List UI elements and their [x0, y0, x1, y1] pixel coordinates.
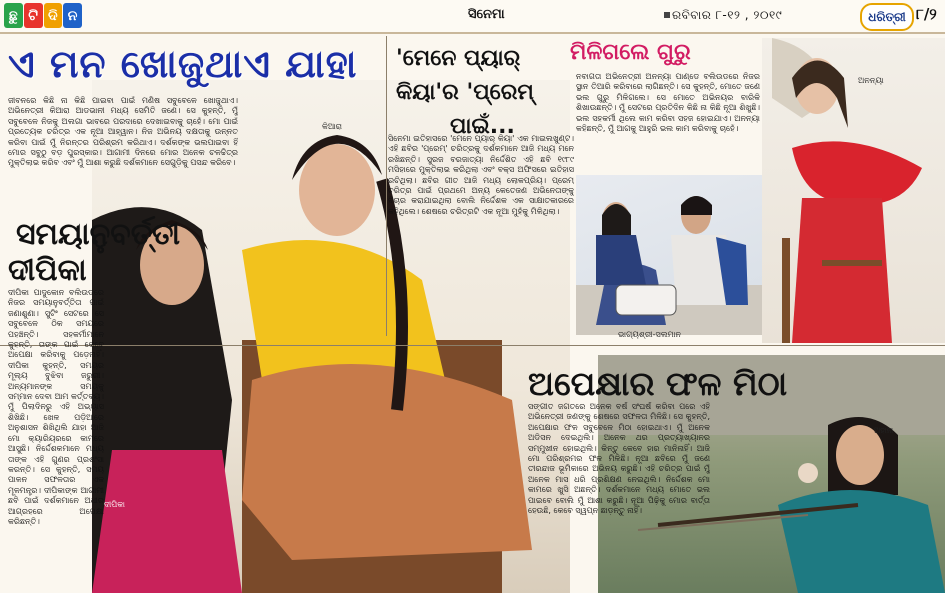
masthead-letter: ଟି: [24, 3, 43, 28]
article-mpk-body: ସିନେମା ଇତିହାସରେ 'ମେନେ ପ୍ୟାର୍ କିୟା' ଏକ ମାଇଲଖୁଣ୍ଟ। ଏହି ଛବିର 'ପ୍ରେମ୍' ଚରିତ୍ରକୁ ଦର୍ଶକମାନେ ଆଜି ମଧ୍ୟ ମନେ ରଖିଛନ୍ତି। ସୁରଜ ବରଜାତ୍ୟା ନିର୍ଦ୍ଦେଶିତ ଏହି ଛବି ୧୯୮୯ ମସିହାରେ ମୁକ୍ତିଲାଭ କରିଥିଲା ଏବଂ ବକ୍ସ ଅଫିସରେ ଇତିହାସ ରଚିଥିଲା। ଛବିର ଗୀତ ଆଜି ମଧ୍ୟ ଲୋକପ୍ରିୟ। ପ୍ରେମ୍ ଚରିତ୍ର ପାଇଁ ପ୍ରଥମେ ଅନ୍ୟ କେତେଜଣ ଅଭିନେତାଙ୍କୁ ବିଚାର କରାଯାଇଥିଲା ବୋଲି ନିର୍ଦ୍ଦେଶକ ଏକ ସାକ୍ଷାତକାରରେ କହିଥିଲେ। ଶେଷରେ ଚରିତ୍ରଟି ଏକ ନୂଆ ମୁହଁକୁ ମିଳିଥିଲା।: [388, 134, 574, 216]
article-deepika-body: ଦୀପିକା ପାଦୁକୋନ ବଲିଉଡରେ ନିଜର ସମୟାନୁବର୍ତ୍ତିତା ପାଇଁ ଜଣାଶୁଣା। ସୁଟିଂ ସେଟରେ ସେ ସବୁବେଳେ ଠିକ ସମୟରେ ପହଞ୍ଚନ୍ତି। ସହକର୍ମୀମାନେ କୁହନ୍ତି, ତାଙ୍କ ପାଇଁ କେବେ ଅପେକ୍ଷା କରିବାକୁ ପଡ଼େନାହିଁ। ଦୀପିକା କୁହନ୍ତି, ସମୟର ମୂଲ୍ୟ ବୁଝିବା ଜରୁରୀ। ଅନ୍ୟମାନଙ୍କ ସମୟକୁ ସମ୍ମାନ ଦେବା ଆମ କର୍ତ୍ତବ୍ୟ। ମୁଁ ପିଲାଦିନରୁ ଏହି ଅଭ୍ୟାସ ଶିଖିଛି। ଖେଳ ପଡ଼ିଆରେ ଅନୁଶାସନ ଶିଖିଥିଲି ଯାହା ଆଜି ମୋ କ୍ୟାରିୟରରେ କାମରେ ଆସୁଛି। ନିର୍ଦ୍ଦେଶକମାନେ ମଧ୍ୟ ତାଙ୍କ ଏହି ଗୁଣର ପ୍ରଶଂସା କରନ୍ତି। ସେ କୁହନ୍ତି, ସମୟ ପାଳନ ସଫଳତାର ଏକ ମୂଳମନ୍ତ୍ର। ଦୀପିକାଙ୍କ ଆଗାମୀ ଛବି ପାଇଁ ଦର୍ଶକମାନେ ଅଧୀର ଆଗ୍ରହରେ ଅପେକ୍ଷା କରିଛନ୍ତି।: [8, 288, 104, 526]
photo-caption-kiara: କିଆରା: [322, 122, 343, 131]
calendar-icon: [664, 12, 670, 18]
article-kiara-body: ଜୀବନରେ କିଛି ନା କିଛି ପାଇବା ପାଇଁ ମଣିଷ ସବୁବେଳେ ଖୋଜୁଥାଏ। ଅଭିନେତ୍ରୀ କିଆରା ଆଡଭାନୀ ମଧ୍ୟ ସେମିତି ଜଣେ। ସେ କୁହନ୍ତି, ମୁଁ ସବୁବେଳେ ନିଜକୁ ଅଲଗା ଭାବରେ ପରଦାରେ ଦେଖାଇବାକୁ ଚାହେଁ। ମୋ ପାଇଁ ପ୍ରତ୍ୟେକ ଚରିତ୍ର ଏକ ନୂଆ ଆହ୍ୱାନ। ନିଜ ଅଭିନୟ ଦକ୍ଷତାକୁ ଉନ୍ନତ କରିବା ପାଇଁ ମୁଁ ନିରନ୍ତର ପରିଶ୍ରମ କରିଥାଏ। ଦର୍ଶକଙ୍କ ଭଲପାଇବା ହିଁ ମୋର ସବୁଠୁ ବଡ଼ ପୁରସ୍କାର। ଆଗାମୀ ଦିନରେ ମୋର ଅନେକ ଚଳଚ୍ଚିତ୍ର ମୁକ୍ତିଲାଭ କରିବ ଏବଂ ମୁଁ ଆଶା କରୁଛି ଦର୍ଶକମାନେ ସେଗୁଡ଼ିକୁ ପସନ୍ଦ କରିବେ।: [8, 96, 238, 168]
headline-mpk-line2: କିୟା'ର 'ପ୍ରେମ୍: [396, 80, 534, 105]
movie-still-photo: [576, 175, 762, 335]
headline-mpk-line1: 'ମେନେ ପ୍ୟାର୍: [396, 46, 521, 71]
masthead-letter: ଛୁ: [4, 3, 23, 28]
photo-caption-ananya: ଅନନ୍ୟା: [858, 76, 884, 85]
article-guru-body: ନବାଗତା ଅଭିନେତ୍ରୀ ଅନନ୍ୟା ପାଣ୍ଡେ ବଲିଉଡରେ ନିଜର ସ୍ଥାନ ତିଆରି କରିବାରେ ଲାଗିଛନ୍ତି। ସେ କୁହନ୍ତି, ମୋତେ ଜଣେ ଭଲ ଗୁରୁ ମିଳିଗଲେ। ସେ ମୋତେ ଅଭିନୟର ବାରିକି ଶିଖାଉଛନ୍ତି। ମୁଁ ସେଟରେ ପ୍ରତିଦିନ କିଛି ନା କିଛି ନୂଆ ଶିଖୁଛି। ଭଲ ସହକର୍ମୀ ଥିଲେ କାମ କରିବା ସହଜ ହୋଇଯାଏ। ଅନନ୍ୟା କହିଛନ୍ତି, ମୁଁ ଆଗକୁ ଆହୁରି ଭଲ କାମ କରିବାକୁ ଚାହେଁ।: [576, 72, 760, 134]
headline-deepika-line1: ସମୟାନୁବର୍ତ୍ତୀ: [16, 217, 181, 252]
headline-wait: ଅପେକ୍ଷାର ଫଳ ମିଠା: [528, 364, 788, 403]
headline-deepika-line2: ଦୀପିକା: [8, 253, 87, 288]
issue-date: ରବିବାର ୮-୧୨ , ୨୦୧୯: [672, 8, 783, 22]
newspaper-logo: ଧରିତ୍ରୀ: [860, 3, 914, 31]
ananya-portrait: [762, 38, 945, 343]
masthead-letter: ଦି: [44, 3, 63, 28]
section-divider: [0, 345, 945, 346]
page-number: ୮/୨: [916, 5, 937, 23]
article-wait-body: ସଙ୍ଗୀତ ଜଗତରେ ଅନେକ ବର୍ଷ ସଂଘର୍ଷ କରିବା ପରେ ଏହି ଅଭିନେତ୍ରୀ ଜଣଙ୍କୁ ଶେଷରେ ସଫଳତା ମିଳିଛି। ସେ କୁହନ୍ତି, ଅପେକ୍ଷାର ଫଳ ସବୁବେଳେ ମିଠା ହୋଇଥାଏ। ମୁଁ ଅନେକ ଅଡିସନ ଦେଇଥିଲି। ଅନେକ ଥର ପ୍ରତ୍ୟାଖ୍ୟାନର ସମ୍ମୁଖୀନ ହୋଇଥିଲି। କିନ୍ତୁ କେବେ ହାର ମାନିନାହିଁ। ଆଜି ମୋ ପରିଶ୍ରମର ଫଳ ମିଳିଛି। ନୂଆ ଛବିରେ ମୁଁ ଜଣେ ତୀରନ୍ଦାଜ ଭୂମିକାରେ ଅଭିନୟ କରୁଛି। ଏହି ଚରିତ୍ର ପାଇଁ ମୁଁ ଅନେକ ମାସ ଧରି ପ୍ରଶିକ୍ଷଣ ନେଇଥିଲି। ନିର୍ଦ୍ଦେଶକ ମୋ କାମରେ ଖୁସି ଅଛନ୍ତି। ଦର୍ଶକମାନେ ମଧ୍ୟ ମୋତେ ଭଲ ପାଇବେ ବୋଲି ମୁଁ ଆଶା କରୁଛି। ନୂଆ ପିଢ଼ିକୁ ମୋର ବାର୍ତ୍ତା ହେଉଛି, କେବେ ସ୍ୱପ୍ନ ଛାଡ଼ନ୍ତୁ ନାହିଁ।: [528, 402, 710, 516]
photo-caption-archer: ଅହାନା: [874, 426, 894, 435]
photo-caption-deepika: ଦୀପିକା: [104, 500, 125, 509]
headline-kiara: ଏ ମନ ଖୋଜୁଥାଏ ଯାହା: [8, 42, 358, 86]
photo-caption-still: ଭାଗ୍ୟଶ୍ରୀ-ସଲମାନ: [618, 330, 682, 339]
section-title: ସିନେମା: [468, 7, 505, 22]
headline-mpk-line3: ପାଇଁ...: [450, 114, 515, 139]
headline-guru: ମିଳିଗଲେ ଗୁରୁ: [570, 40, 691, 65]
column-rule: [386, 36, 387, 336]
masthead-logo: [4, 3, 82, 28]
masthead-letter: ନ: [63, 3, 82, 28]
